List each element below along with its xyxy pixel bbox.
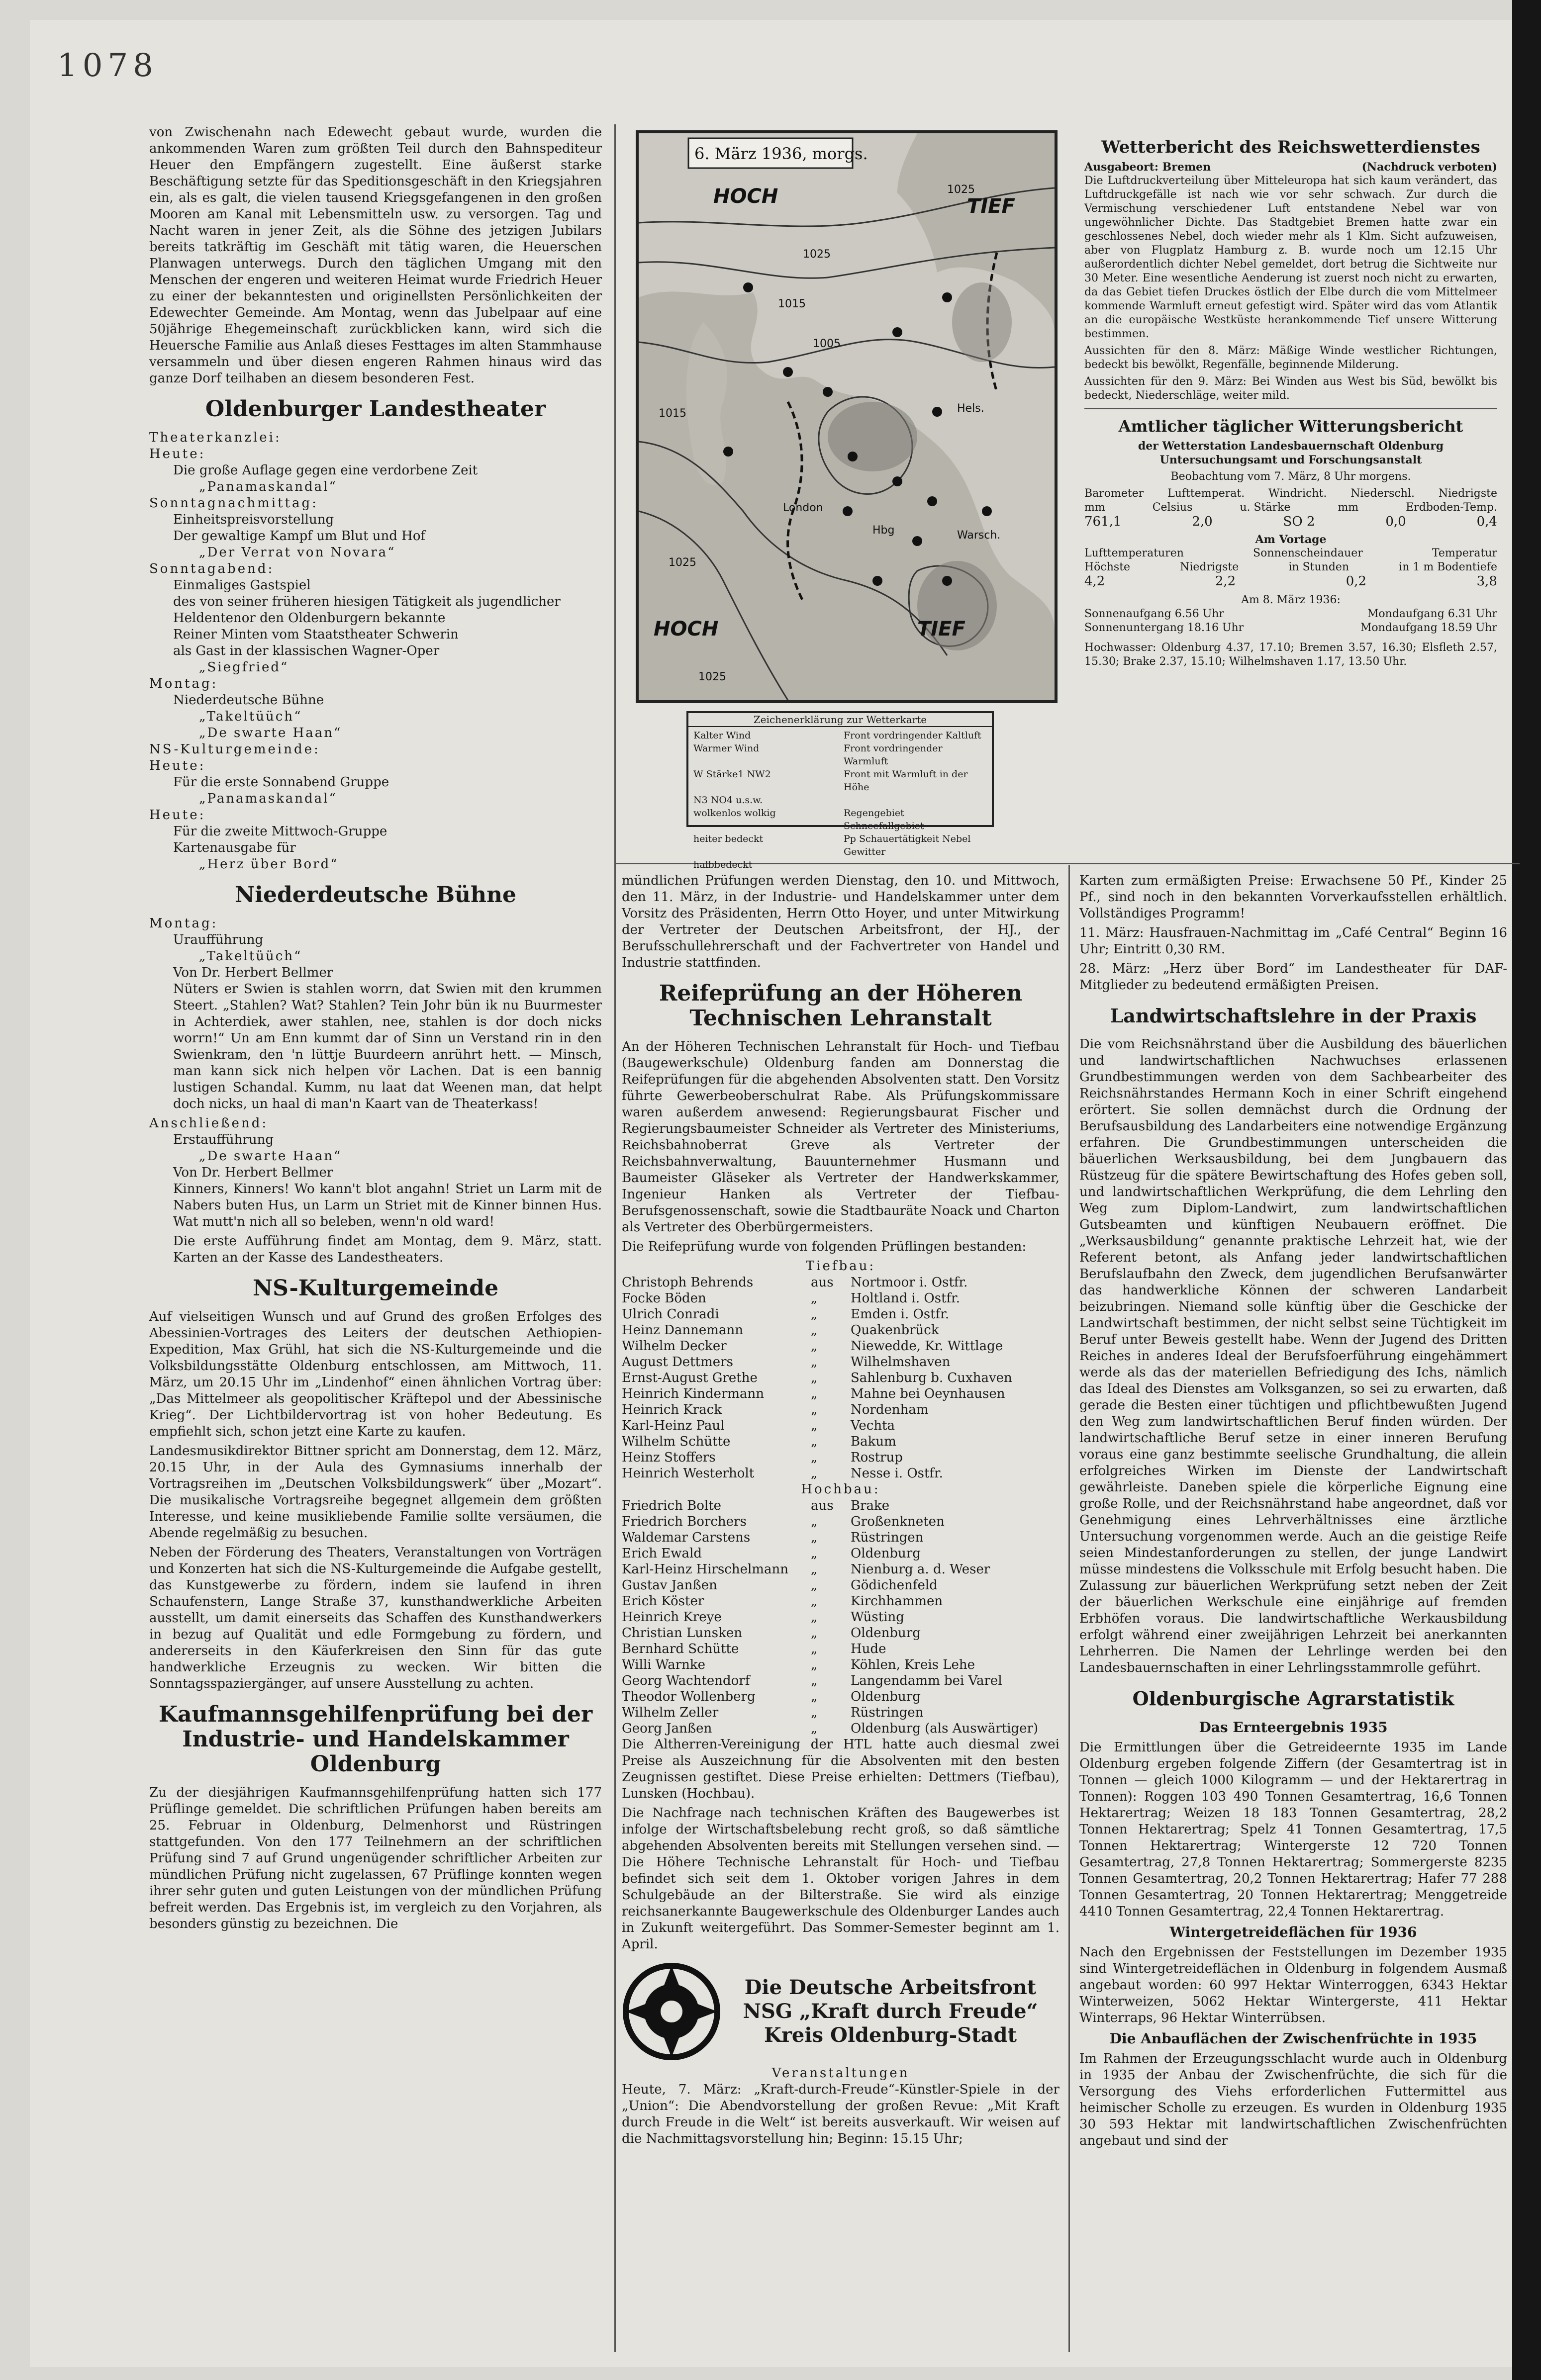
graduate-origin: Gödichenfeld: [851, 1578, 938, 1593]
weather-text: Die Luftdruckverteilung über Mitteleuropa hat sich kaum verändert, das Luftdruckgefälle ist nach wie vor sehr schwach. Zur durch die Vermischung verschiedener Luft entstandene Nebel war von ungewöhnlicher Dichte. Das Stadtgebiet Bremen hatte zwar ein geschlossenes Nebel, doch wieder mehr als 1 Klm. Sicht aufzuweisen, aber von Flugplatz Hamburg z. B. wurde noch um 12.15 Uhr außerordentlich dichter Nebel gemeldet, dort betrug die Sichtweite nur 30 Meter. Eine wesentliche Aenderung ist zuerst noch nicht zu erwarten, da das Gebiet tiefen Druckes östlich der Elbe durch die vom Mittelmeer kommende Warmluft erneut gefestigt wird. Später wird das vom Atlantik an die europäische Westküste herankommende Tief unsere Witterung bestimmen.: [1084, 175, 1497, 340]
from-label: „: [811, 1355, 818, 1370]
program-line: Sonntagnachmittag:: [149, 496, 318, 511]
weather-heading: Wetterbericht des Reichswetterdienstes: [1101, 137, 1480, 157]
graduate-origin: Rüstringen: [851, 1705, 924, 1720]
graduate-name: Heinrich Kindermann: [622, 1386, 765, 1401]
from-label: „: [811, 1339, 818, 1354]
graduate-origin: Rostrup: [851, 1450, 903, 1465]
reife-paragraph-1: An der Höheren Technischen Lehranstalt für Hoch- und Tiefbau (Baugewerkschule) Oldenburg fanden am Donnerstag die Reifeprüfungen für die abgehenden Absolventen statt. Den Vorsitz führte Gewerbeoberschulrat Rabe. Als Prüfungskommissare waren außerdem anwesend: Regierungsbaurat Fischer und Regierungsbaumeister Schneider als Vertreter des Ministeriums, Reichsbahnoberrat Greve als Vertreter der Reichsbahnverwaltung, Bauunternehmer Husmann und Baumeister Gläseker als Vertreter der Handwerkskammer, Ingenieur Hanken als Vertreter der Tiefbau-Berufsgenossenschaft, sowie die Stadtbauräte Noack und Charton als Vertreter des Oberbürgermeisters.: [622, 1039, 1059, 1235]
weather-cell: Celsius: [1152, 501, 1193, 514]
from-label: „: [811, 1371, 818, 1385]
weather-cell: Niedrigste: [1438, 487, 1497, 500]
graduate-name: Christoph Behrends: [622, 1275, 754, 1290]
weather-map-drawing: [639, 133, 1055, 700]
program-line: Heute:: [149, 447, 206, 461]
from-label: „: [811, 1386, 818, 1401]
graduate-origin: Sahlenburg b. Cuxhaven: [851, 1371, 1012, 1385]
column-1: [149, 124, 602, 1935]
program-line: Die große Auflage gegen eine verdorbene Zeit: [173, 463, 478, 478]
graduate-origin: Emden i. Ostfr.: [851, 1307, 950, 1322]
weather-cell: mm: [1338, 501, 1359, 514]
legend-item: Front mit Warmluft in der Höhe: [844, 769, 968, 793]
from-label: „: [811, 1323, 818, 1338]
weather-outlook-2: Aussichten für den 9. März: Bei Winden aus West bis Süd, bewölkt bis bedeckt, Niederschläge, weiter mild.: [1084, 375, 1497, 402]
graduate-name: Wilhelm Decker: [622, 1339, 727, 1354]
col3-item-2: 28. März: „Herz über Bord“ im Landestheater für DAF-Mitglieder zu bedeutend ermäßigten Preisen.: [1079, 961, 1507, 993]
graduate-name: Georg Wachtendorf: [622, 1673, 750, 1688]
from-label: „: [811, 1450, 818, 1465]
program-line: als Gast in der klassischen Wagner-Oper: [173, 643, 440, 658]
zw-text: Im Rahmen der Erzeugungsschlacht wurde auch in Oldenburg in 1935 der Anbau der Zwischenfrüchte, die sich für die Versorgung des Viehs erforderlichen Futtermittel aus heimischer Scholle zu erzeugen. Es wurden in Oldenburg 1935 30 593 Hektar mit landwirtschaftlichen Zwischenfrüchten angebaut und sind der: [1079, 2051, 1507, 2148]
theater-heading: Oldenburger Landestheater: [205, 396, 546, 422]
legend-title: Zeichenerklärung zur Wetterkarte: [688, 713, 992, 727]
graduate-name: Theodor Wollenberg: [622, 1689, 756, 1704]
article-intro: von Zwischenahn nach Edewecht gebaut wurde, wurden die ankommenden Waren zum größten Teil durch den Bahnspediteur Heuer den Empfängern zugestellt. Eine äußerst starke Beschäftigung setzte für das Speditionsgeschäft in den Kriegsjahren ein, als es galt, die vielen tausend Kriegsgefangenen in den großen Mooren am Kanal mit Lebensmitteln usw. zu versorgen. Tag und Nacht waren in jener Zeit, als die Söhne des jetzigen Jubilars bereits tatkräftig im Geschäft mit tätig waren, die Heuerschen Planwagen unterwegs. Durch den täglichen Umgang mit den Menschen der engeren und weiteren Heimat wurde Friedrich Heuer zu einer der bekanntesten und originellsten Persönlichkeiten der Edewechter Gemeinde. Am Montag, wenn das Jubelpaar auf eine 50jährige Ehegemeinschaft zurückblicken kann, wird sich die Heuersche Familie aus Anlaß dieses Festtages im alten Stammhause versammeln und über diesen engeren Rahmen hinaus wird das ganze Dorf teilhaben an diesem besonderen Fest.: [149, 125, 602, 386]
kauf-heading: Kaufmannsgehilfenprüfung bei der Industrie- und Handelskammer Oldenburg: [158, 1702, 593, 1777]
legend-item: N3 NO4 u.s.w.: [693, 795, 763, 806]
graduate-name: Erich Ewald: [622, 1546, 702, 1561]
column-rule: [1068, 865, 1070, 2352]
program-line: Erstaufführung: [173, 1132, 274, 1147]
graduate-origin: Bakum: [851, 1434, 896, 1449]
graduate-origin: Oldenburg: [851, 1689, 921, 1704]
kdf-sub: Veranstaltungen: [771, 2066, 910, 2081]
graduate-name: Wilhelm Schütte: [622, 1434, 731, 1449]
col3-item-1: 11. März: Hausfrauen-Nachmittag im „Café Central“ Beginn 16 Uhr; Eintritt 0,30 RM.: [1079, 925, 1507, 957]
weather-cell: Niederschl.: [1350, 487, 1415, 500]
graduate-origin: Oldenburg: [851, 1626, 921, 1641]
kdf-heading: Die Deutsche Arbeitsfront NSG „Kraft durch Freude“ Kreis Oldenburg-Stadt: [743, 1976, 1038, 2047]
map-label: HOCH: [713, 185, 778, 208]
program-line: NS-Kulturgemeinde:: [149, 742, 320, 757]
map-label: TIEF: [917, 618, 965, 641]
graduate-name: Christian Lunsken: [622, 1626, 742, 1641]
program-line: Von Dr. Herbert Bellmer: [173, 965, 333, 980]
moonrise: Mondaufgang 6.31 Uhr: [1367, 608, 1497, 620]
program-line: „Herz über Bord“: [199, 857, 339, 872]
graduate-name: Georg Janßen: [622, 1721, 712, 1736]
weather-cell: in Stunden: [1288, 561, 1349, 573]
legend-item: [844, 794, 987, 807]
agrar-heading: Oldenburgische Agrarstatistik: [1132, 1687, 1454, 1710]
winter-text: Nach den Ergebnissen der Feststellungen im Dezember 1935 sind Wintergetreideflächen in Oldenburg in folgendem Ausmaß angebaut worden: 60 997 Hektar Winterroggen, 6343 Hektar Winterweizen, 5062 Hektar Wintergerste, 411 Hektar Winterraps, 96 Hektar Winterrübsen.: [1079, 1945, 1507, 2025]
from-label: „: [811, 1657, 818, 1672]
map-label: Hels.: [957, 402, 984, 415]
graduate-origin: Großenkneten: [851, 1514, 945, 1529]
amtlich-heading: Amtlicher täglicher Witterungsbericht: [1118, 417, 1463, 436]
graduate-name: Gustav Janßen: [622, 1578, 717, 1593]
legend-item: Pp Schauertätigkeit Nebel Gewitter: [844, 833, 971, 857]
weather-cell: Lufttemperat.: [1167, 487, 1245, 500]
col2-intro: mündlichen Prüfungen werden Dienstag, den 10. und Mittwoch, den 11. März, in der Industrie- und Handelskammer unter dem Vorsitz des Präsidenten, Herrn Otto Hoyer, und unter Mitwirkung der Vertreter der Deutschen Arbeitsfront, der HJ., der Berufsschullehrerschaft und der Fachvertreter von Handel und Industrie stattfinden.: [622, 873, 1059, 970]
program-line: Einheitspreisvorstellung: [173, 512, 334, 527]
weather-cell: 3,8: [1476, 574, 1497, 589]
amtlich-table: [1084, 487, 1497, 588]
reife-paragraph-4: Die Nachfrage nach technischen Kräften des Baugewerbes ist infolge der Wirtschaftsbelebung recht groß, so daß sämtliche abgehenden Absolventen bereits mit Stellungen versehen sind. — Die Höhere Technische Lehranstalt für Hoch- und Tiefbau befindet sich seit dem 1. Oktober vorigen Jahres in dem Schulgebäude an der Bilterstraße. Sie wird als einzige reichsanerkannte Baugewerkschule des Oldenburger Landes auch in Zukunft weitergeführt. Das Sommer-Semester beginnt am 1. April.: [622, 1806, 1059, 1952]
program-line: Niederdeutsche Bühne: [173, 693, 324, 708]
graduate-name: Willi Warnke: [622, 1657, 706, 1672]
nd-heading: Niederdeutsche Bühne: [235, 882, 516, 908]
scan-border: [1512, 0, 1541, 2380]
graduate-origin: Brake: [851, 1498, 890, 1513]
program-line: „De swarte Haan“: [199, 726, 342, 740]
program-line: Reiner Minten vom Staatstheater Schwerin: [173, 627, 459, 642]
kdf-text: Heute, 7. März: „Kraft-durch-Freude“-Künstler-Spiele in der „Union“: Die Abendvorstellung der großen Revue: „Mit Kraft durch Freude in die Welt“ ist bereits ausverkauft. Wir weisen auf die Nachmittagsvorstellung hin; Beginn: 15.15 Uhr;: [622, 2082, 1059, 2146]
weather-cell: 0,4: [1476, 514, 1497, 529]
legend-item: W Stärke1 NW2: [693, 769, 771, 780]
hochbau-label: Hochbau:: [801, 1482, 880, 1497]
graduate-name: Waldemar Carstens: [622, 1530, 751, 1545]
program-line: „De swarte Haan“: [199, 1149, 342, 1164]
daf-logo-icon: [622, 1962, 721, 2061]
tiefbau-label: Tiefbau:: [805, 1259, 876, 1274]
graduate-origin: Wüsting: [851, 1610, 904, 1625]
map-label: 1025: [947, 183, 975, 196]
amtlich-sub-1: der Wetterstation Landesbauernschaft Oldenburg: [1138, 440, 1444, 453]
weather-ausgabeort: Ausgabeort: Bremen: [1084, 161, 1211, 174]
map-date: 6. März 1936, morgs.: [694, 144, 868, 163]
program-line: Theaterkanzlei:: [149, 430, 282, 445]
ns-paragraph-2: Landesmusikdirektor Bittner spricht am Donnerstag, dem 12. März, 20.15 Uhr, in der Aula des Gymnasiums innerhalb der Vortragsreihen im „Deutschen Volksbildungswerk“ über „Mozart“. Die musikalische Vortragsreihe begegnet allgemein dem größten Interesse, und keine musikliebende Familie sollte versäumen, die Abende regelmäßig zu besuchen.: [149, 1444, 602, 1541]
graduate-name: Focke Böden: [622, 1291, 706, 1306]
graduate-origin: Rüstringen: [851, 1530, 924, 1545]
legend-item: [844, 858, 987, 871]
nd-program-2: [149, 1115, 602, 1181]
graduate-name: Heinrich Krack: [622, 1402, 722, 1417]
legend-items: [688, 727, 992, 873]
graduate-name: Wilhelm Zeller: [622, 1705, 719, 1720]
from-label: „: [811, 1610, 818, 1625]
weather-map: [636, 130, 1058, 703]
graduate-origin: Oldenburg (als Auswärtiger): [851, 1721, 1039, 1736]
graduate-name: Ernst-August Grethe: [622, 1371, 758, 1385]
weather-cell: Höchste: [1084, 561, 1131, 573]
program-line: Für die zweite Mittwoch-Gruppe: [173, 824, 387, 839]
graduate-name: Friedrich Borchers: [622, 1514, 747, 1529]
program-line: Von Dr. Herbert Bellmer: [173, 1165, 333, 1180]
program-line: Kartenausgabe für: [173, 840, 296, 855]
weather-cell: u. Stärke: [1240, 501, 1291, 514]
graduate-origin: Quakenbrück: [851, 1323, 939, 1338]
land-heading: Landwirtschaftslehre in der Praxis: [1110, 1005, 1477, 1027]
amtlich-observation: Beobachtung vom 7. März, 8 Uhr morgens.: [1170, 470, 1411, 483]
zw-sub: Die Anbauflächen der Zwischenfrüchte in 1935: [1109, 2030, 1477, 2047]
theater-program: [149, 430, 602, 873]
graduate-name: Heinz Stoffers: [622, 1450, 716, 1465]
weather-outlook-1: Aussichten für den 8. März: Mäßige Winde westlicher Richtungen, bedeckt bis bewölkt, Regenfälle, beginnende Milderung.: [1084, 345, 1497, 371]
weather-cell: Windricht.: [1268, 487, 1327, 500]
weather-cell: Barometer: [1084, 487, 1144, 500]
graduate-name: Karl-Heinz Hirschelmann: [622, 1562, 788, 1577]
map-label: 1015: [659, 407, 686, 420]
program-line: Montag:: [149, 916, 218, 931]
graduate-origin: Nortmoor i. Ostfr.: [851, 1275, 968, 1290]
legend-item: Regengebiet Schneefallgebiet: [844, 808, 924, 831]
program-line: Der gewaltige Kampf um Blut und Hof: [173, 529, 426, 544]
program-line: „Der Verrat von Novara“: [199, 545, 396, 560]
col3-intro: Karten zum ermäßigten Preise: Erwachsene 50 Pf., Kinder 25 Pf., sind noch in den bekannten Vorverkaufsstellen erhältlich. Vollständiges Programm!: [1079, 873, 1507, 921]
weather-cell: Erdboden-Temp.: [1406, 501, 1497, 514]
from-label: „: [811, 1402, 818, 1417]
graduate-origin: Kirchhammen: [851, 1594, 943, 1609]
sunset: Sonnenuntergang 18.16 Uhr: [1084, 622, 1244, 634]
from-label: „: [811, 1466, 818, 1481]
ns-paragraph-1: Auf vielseitigen Wunsch und auf Grund des großen Erfolges des Abessinien-Vortrages des Leiters der deutschen Aethiopien-Expedition, Max Grühl, hat sich die NS-Kulturgemeinde und die Volksbildungsstätte Oldenburg entschlossen, am Mittwoch, 11. März, um 20.15 Uhr im „Lindenhof“ einen ähnlichen Vortrag über: „Das Mittelmeer als geopolitischer Kräftepol und der Abessinische Krieg“. Der Lichtbildervortrag ist von hoher Bedeutung. Es empfiehlt sich, schon jetzt eine Karte zu kaufen.: [149, 1309, 602, 1439]
reife-paragraph-2: Die Reifeprüfung wurde von folgenden Prüflingen bestanden:: [622, 1239, 1027, 1254]
sunrise: Sonnenaufgang 6.56 Uhr: [1084, 608, 1224, 620]
weather-cell: Lufttemperaturen: [1084, 547, 1184, 559]
weather-cell: 0,2: [1346, 574, 1367, 589]
graduate-origin: Nienburg a. d. Weser: [851, 1562, 990, 1577]
map-label: Warsch.: [957, 529, 1001, 542]
hochwasser: Hochwasser: Oldenburg 4.37, 17.10; Bremen 3.57, 16.30; Elsfleth 2.57, 15.30; Brake 2.37, 15.10; Wilhelmshaven 1.17, 13.50 Uhr.: [1084, 641, 1497, 668]
program-line: Heute:: [149, 808, 206, 823]
map-label: London: [783, 502, 823, 514]
graduate-origin: Wilhelmshaven: [851, 1355, 951, 1370]
from-label: „: [811, 1546, 818, 1561]
nd-program: [149, 915, 602, 981]
map-label: 1025: [698, 671, 726, 683]
from-label: „: [811, 1562, 818, 1577]
column-3: [1079, 873, 1507, 2152]
graduate-origin: Hude: [851, 1642, 886, 1656]
graduate-name: Heinrich Westerholt: [622, 1466, 755, 1481]
weather-cell: Temperatur: [1432, 547, 1497, 559]
legend-item: Warmer Wind: [693, 743, 760, 754]
amtlich-sub-2: Untersuchungsamt und Forschungsanstalt: [1159, 454, 1422, 466]
weather-cell: 2,0: [1192, 514, 1213, 529]
map-label: 1025: [669, 556, 696, 569]
reife-heading: Reifeprüfung an der Höheren Technischen Lehranstalt: [659, 981, 1023, 1031]
weather-cell: 2,2: [1215, 574, 1236, 589]
from-label: „: [811, 1418, 818, 1433]
program-line: „Panamaskandal“: [199, 791, 337, 806]
tiefbau-list: [622, 1275, 1059, 1481]
program-line: „Takeltüüch“: [199, 949, 302, 964]
graduate-origin: Nordenham: [851, 1402, 929, 1417]
graduate-name: Bernhard Schütte: [622, 1642, 739, 1656]
from-label: „: [811, 1291, 818, 1306]
agrar-text: Die Ermittlungen über die Getreideernte 1935 im Lande Oldenburg ergeben folgende Ziffern (der Gesamtertrag ist in Tonnen — gleich 1000 Kilogramm — und der Hektarertrag in Tonnen): Roggen 103 490 Tonnen Gesamtertrag, 16,6 Tonnen Hektarertrag; Weizen 18 183 Tonnen Gesamtertrag, 28,2 Tonnen Hektarertrag; Spelz 41 Tonnen Gesamtertrag, 17,5 Tonnen Hektarertrag; Wintergerste 12 720 Tonnen Gesamtertrag, 27,8 Tonnen Hektarertrag; Sommergerste 8235 Tonnen Gesamtertrag, 20,2 Tonnen Hektarertrag; Hafer 77 288 Tonnen Gesamtertrag, 20 Tonnen Hektarertrag; Menggetreide 4410 Tonnen Gesamtertrag, 22,4 Tonnen Hektarertrag.: [1079, 1740, 1507, 1919]
from-label: „: [811, 1689, 818, 1704]
weather-cell: SO 2: [1283, 514, 1315, 529]
weather-nachdruck: (Nachdruck verboten): [1361, 161, 1497, 174]
weather-cell: in 1 m Bodentiefe: [1399, 561, 1497, 573]
map-label: HOCH: [654, 618, 719, 641]
weather-cell: Sonnenscheindauer: [1253, 547, 1363, 559]
map-label: 1025: [803, 248, 831, 261]
nd-note: Die erste Aufführung findet am Montag, dem 9. März, statt. Karten an der Kasse des Landestheaters.: [173, 1234, 602, 1265]
from-label: „: [811, 1594, 818, 1609]
kauf-paragraph: Zu der diesjährigen Kaufmannsgehilfenprüfung hatten sich 177 Prüflinge gemeldet. Die schriftlichen Prüfungen haben bereits am 25. Februar in Oldenburg, Delmenhorst und Rüstringen stattgefunden. Von den 177 Teilnehmern an der schriftlichen Prüfung sind 7 auf Grund ungenügender schriftlicher Arbeiten zur mündlichen Prüfung nicht zugelassen, 67 Prüflinge konnten wegen ihrer sehr guten und guten Leistungen von der mündlichen Prüfung befreit werden. Das Ergebnis ist, im vergleich zu den Vorjahren, als besonders günstig zu bezeichnen. Die: [149, 1785, 602, 1931]
program-line: Einmaliges Gastspiel: [173, 578, 311, 593]
graduate-origin: Holtland i. Ostfr.: [851, 1291, 960, 1306]
graduate-origin: Mahne bei Oeynhausen: [851, 1386, 1005, 1401]
program-line: Sonntagabend:: [149, 561, 275, 576]
column-rule: [614, 124, 616, 2352]
legend-item: halbbedeckt: [693, 859, 753, 870]
weather-rule: [1084, 408, 1497, 409]
program-line: Uraufführung: [173, 932, 264, 947]
program-line: „Siegfried“: [199, 660, 289, 675]
program-line: Heute:: [149, 758, 206, 773]
from-label: „: [811, 1626, 818, 1641]
from-label: aus: [811, 1275, 834, 1290]
weather-report: [1084, 130, 1497, 672]
graduate-origin: Vechta: [851, 1418, 895, 1433]
legend-item: Front vordringender Kaltluft: [844, 730, 981, 741]
from-label: aus: [811, 1498, 834, 1513]
program-line: „Takeltüüch“: [199, 709, 302, 724]
from-label: „: [811, 1642, 818, 1656]
weather-cell: mm: [1084, 501, 1105, 514]
from-label: „: [811, 1721, 818, 1736]
from-label: „: [811, 1307, 818, 1322]
graduate-name: Karl-Heinz Paul: [622, 1418, 725, 1433]
weather-cell: 761,1: [1084, 514, 1122, 529]
map-label: 1015: [778, 298, 806, 310]
nd-description-1: Nüters er Swien is stahlen worrn, dat Swien mit den krummen Steert. „Stahlen? Wat? Stahlen? Tein Johr bün ik nu Buurmester in Achterdiek, awer stahlen, nee, stahlen is dor doch nicks worrn!“ Un am Enn kummt dar of Sinn un Verstand rin in den Swienkram, den 'n lüttje Buurdeern anrührt hett. — Minsch, man kann sick nich helpen vör Lachen. Dat is een bannig lustigen Schandal. Kumm, nu laat dat Weenen man, dat helpt doch nicks, un haal di man'n Kaart van de Theaterkass!: [173, 982, 602, 1111]
map-label: TIEF: [967, 195, 1015, 218]
graduate-origin: Oldenburg: [851, 1546, 921, 1561]
agrar-sub: Das Ernteergebnis 1935: [1199, 1719, 1388, 1736]
kdf-block: [622, 1962, 1059, 2061]
program-line: „Panamaskandal“: [199, 479, 337, 494]
graduate-name: Ulrich Conradi: [622, 1307, 719, 1322]
legend-item: Front vordringender Warmluft: [844, 743, 943, 767]
land-text: Die vom Reichsnährstand über die Ausbildung des bäuerlichen und landwirtschaftlichen Nachwuchses erlassenen Grundbestimmungen werden von dem Sachbearbeiter des Reichsnährstandes Hermann Koch in einer Schrift eingehend erörtert. Sie sollen demnächst durch die Ordnung der Berufsausbildung des Landarbeiters eine notwendige Ergänzung erfahren. Die Grundbestimmungen unterscheiden die bäuerlichen Werksausbildung, bei dem Jungbauern das Rüstzeug für die spätere Bewirtschaftung des Hofes geben soll, und landwirtschaftlichen Werkprüfung, die dem Lehrling den Weg zum Diplom-Landwirt, zum landwirtschaftlichen Gutsbeamten und künftigen Neubauern eröffnet. Die „Werksausbildung“ genannte praktische Lehrzeit hat, wie der Referent betont, als Anfang jeder landwirtschaftlichen Berufslaufbahn den Zweck, dem jugendlichen Berufsanwärter das handwerkliche Können der schweren Landarbeit beizubringen. Niemand solle künftig über die Geschicke der Landwirtschaft bestimmen, der nicht selbst seine Tüchtigkeit im Beruf unter Beweis gestellt habe. Wenn der Jugend des Dritten Reiches in anderes Ideal der Berufsfoerführung eingehämmert werde als das der materiellen Befriedigung des Ichs, nämlich das Ideal des Dienstes am Volksganzen, so sei zu erwarten, daß gerade die Besten einer tüchtigen und pflichtbewußten Jugend den Weg zum landwirtschaftlichen Beruf finden würden. Der landwirtschaftliche Beruf setze in einer inneren Berufung voraus eine ganz bestimmte seelische Grundhaltung, die allein erfolgreiches Wirken im Dienste der Landwirtschaft gewährleiste. Daneben spiele die körperliche Eignung eine große Rolle, und der Reichsnährstand habe angeordnet, daß vor Genehmigung eines Lehrverhältnisses eine ärztliche Untersuchung vorgenommen werde. Auch an die geistige Reife seien Mindestanforderungen zu stellen, der junge Landwirt müsse mindestens die Volksschule mit Erfolg besucht haben. Die Zulassung zur bäuerlichen Werkprüfung setzt neben der Zeit der bäuerlichen Werkschule eine einjährige auf fremden Erbhöfen voraus. Die landwirtschaftliche Werkausbildung erfolgt während einer zweijährigen Lehrzeit bei anerkannten Lehrherren. Die Namen der Lehrlinge werden bei den Landesbauernschaften in einer Lehrlingsstammrolle geführt.: [1079, 1037, 1507, 1675]
program-line: des von seiner früheren hiesigen Tätigkeit als jugendlicher Heldentenor den Oldenburgern bekannte: [173, 594, 561, 626]
weather-cell: Niedrigste: [1180, 561, 1239, 573]
graduate-origin: Niewedde, Kr. Wittlage: [851, 1339, 1003, 1354]
program-line: Für die erste Sonnabend Gruppe: [173, 775, 389, 790]
program-line: Montag:: [149, 676, 218, 691]
column-2: [622, 873, 1059, 2150]
amtlich-vortage: Am Vortage: [1255, 533, 1327, 546]
weather-cell: 0,0: [1385, 514, 1406, 529]
ns-heading: NS-Kulturgemeinde: [252, 1276, 499, 1301]
from-label: „: [811, 1705, 818, 1720]
from-label: „: [811, 1434, 818, 1449]
graduate-name: August Dettmers: [622, 1355, 733, 1370]
moonset: Mondaufgang 18.59 Uhr: [1360, 622, 1497, 634]
from-label: „: [811, 1514, 818, 1529]
map-legend: [686, 711, 994, 870]
graduate-origin: Langendamm bei Varel: [851, 1673, 1002, 1688]
graduate-name: Heinrich Kreye: [622, 1610, 722, 1625]
from-label: „: [811, 1530, 818, 1545]
sun-heading: Am 8. März 1936:: [1241, 594, 1341, 606]
map-label: 1005: [813, 338, 841, 350]
graduate-name: Erich Köster: [622, 1594, 704, 1609]
program-line: Anschließend:: [149, 1116, 269, 1131]
ns-paragraph-3: Neben der Förderung des Theaters, Veranstaltungen von Vorträgen und Konzerten hat sich die NS-Kulturgemeinde die Aufgabe gestellt, das Kunstgewerbe zu fördern, indem sie laufend in ihren Schaufenstern, Lange Straße 37, kunsthandwerkliche Arbeiten ausstellt, um damit einerseits das Schaffen des Kunsthandwerkers in bezug auf Qualität und edle Formgebung zu fördern, und andererseits in den Käuferkreisen den Sinn für das gute handwerkliche Erzeugnis zu wecken. Wir bitten die Sonntagsspaziergänger, auf unsere Ausstellung zu achten.: [149, 1545, 602, 1691]
map-label: Hbg: [872, 524, 895, 537]
legend-item: wolkenlos wolkig: [693, 808, 776, 819]
from-label: „: [811, 1578, 818, 1593]
graduate-origin: Köhlen, Kreis Lehe: [851, 1657, 975, 1672]
legend-item: Kalter Wind: [693, 730, 751, 741]
graduate-origin: Nesse i. Ostfr.: [851, 1466, 943, 1481]
graduate-name: Friedrich Bolte: [622, 1498, 722, 1513]
nd-description-2: Kinners, Kinners! Wo kann't blot angahn! Striet un Larm mit de Nabers buten Hus, un Larm un Striet mit de Kinner binnen Hus. Wat mutt'n nich all so beleben, wenn'n old ward!: [173, 1182, 602, 1229]
legend-item: heiter bedeckt: [693, 833, 764, 844]
reife-paragraph-3: Die Altherren-Vereinigung der HTL hatte auch diesmal zwei Preise als Auszeichnung für die Absolventen mit den besten Zeugnissen gestiftet. Diese Preise erhielten: Dettmers (Tiefbau), Lunsken (Hochbau).: [622, 1737, 1059, 1801]
hochbau-list: [622, 1498, 1059, 1737]
weather-cell: 4,2: [1084, 574, 1105, 589]
graduate-name: Heinz Dannemann: [622, 1323, 743, 1338]
from-label: „: [811, 1673, 818, 1688]
page-number: 1078: [57, 47, 158, 84]
winter-sub: Wintergetreideflächen für 1936: [1169, 1924, 1417, 1940]
